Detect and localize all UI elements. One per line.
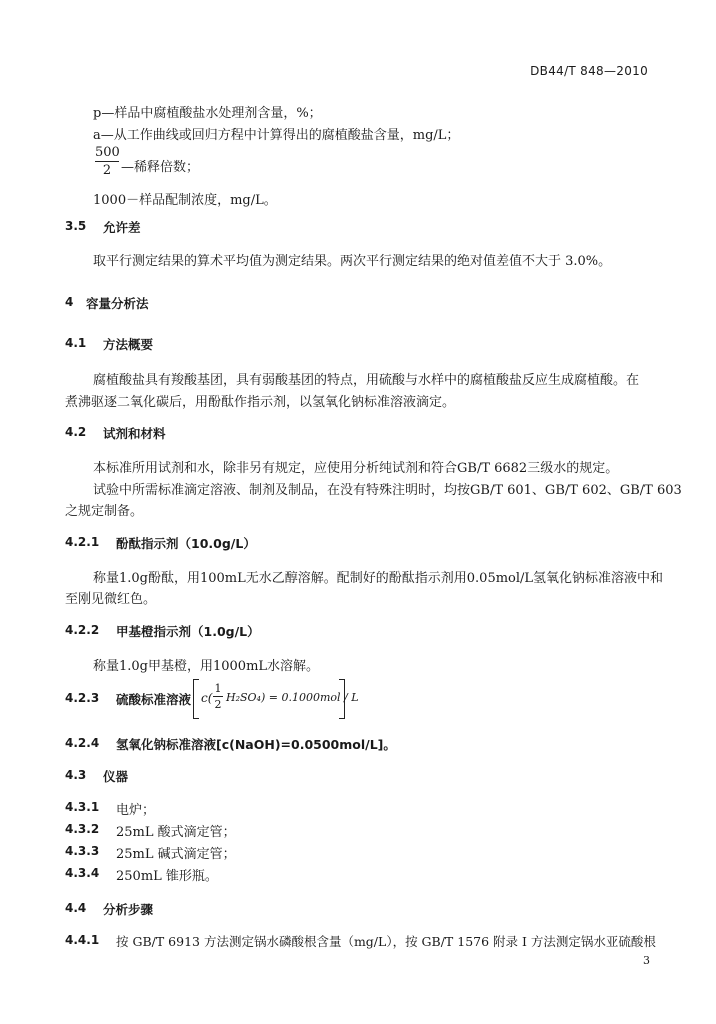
doc-code-header: DB44/T 848—2010: [530, 64, 648, 78]
page-number: 3: [643, 954, 650, 967]
section-4-3-4-number: 4.3.4: [65, 866, 100, 880]
section-4-3-3-number: 4.3.3: [65, 844, 100, 858]
section-4-2-1-line2: 至刚见微红色。: [65, 592, 157, 607]
section-4-2-number: 4.2: [65, 425, 87, 439]
section-4-2-4-number: 4.2.4: [65, 736, 100, 750]
section-4-2-3-title: 硫酸标准溶液: [116, 692, 192, 707]
section-4-2-title: 试剂和材料: [103, 426, 166, 441]
fraction-line: [95, 161, 119, 162]
section-4-4-title: 分析步骤: [103, 902, 154, 917]
section-4-3-1-text: 电炉；: [116, 803, 156, 818]
fraction-numerator: 500: [95, 145, 120, 160]
section-4-2-1-line1: 称量1.0g酚酞，用100mL无水乙醇溶解。配制好的酚酞指示剂用0.05mol/L氢氧化钠标准溶液中和: [93, 571, 664, 586]
section-4-number: 4: [65, 295, 74, 309]
formula-c: c(: [201, 691, 213, 705]
def-p: p—样品中腐植酸盐水处理剂含量，%；: [93, 106, 322, 121]
section-3-5-number: 3.5: [65, 219, 87, 233]
formula-left-bracket: [193, 679, 199, 719]
section-4-2-1-number: 4.2.1: [65, 535, 100, 549]
sulfuric-acid-formula: [193, 679, 359, 717]
section-4-2-2-line1: 称量1.0g甲基橙，用1000mL水溶解。: [93, 659, 320, 674]
def-conc: 1000－样品配制浓度，mg/L。: [93, 193, 277, 208]
def-dilution: —稀释倍数；: [121, 160, 200, 175]
section-4-1-line2: 煮沸驱逐二氧化碳后，用酚酞作指示剂，以氢氧化钠标准溶液滴定。: [65, 395, 456, 410]
section-4-title: 容量分析法: [86, 296, 149, 311]
section-3-5-text: 取平行测定结果的算术平均值为测定结果。两次平行测定结果的绝对值差值不大于 3.0%。: [93, 254, 612, 269]
section-4-3-2-text: 25mL 酸式滴定管；: [116, 825, 236, 840]
section-4-4-1-text: 按 GB/T 6913 方法测定锅水磷酸根含量（mg/L），按 GB/T 1576 附录 I 方法测定锅水亚硫酸根: [116, 934, 656, 949]
section-4-2-1-title: 酚酞指示剂（10.0g/L）: [116, 536, 256, 551]
formula-half-fraction: [213, 682, 223, 711]
section-4-3-title: 仪器: [103, 769, 129, 784]
dilution-fraction: [95, 145, 119, 178]
section-4-3-2-number: 4.3.2: [65, 822, 100, 836]
def-a: a—从工作曲线或回归方程中计算得出的腐植酸盐含量，mg/L；: [93, 128, 460, 143]
section-4-3-3-text: 25mL 碱式滴定管；: [116, 847, 236, 862]
half-denominator: 2: [214, 698, 222, 711]
section-4-3-4-text: 250mL 锥形瓶。: [116, 869, 218, 884]
section-4-2-line1: 本标准所用试剂和水，除非另有规定，应使用分析纯试剂和符合GB/T 6682三级水的规定。: [93, 461, 619, 476]
section-3-5-title: 允许差: [103, 220, 141, 235]
section-4-3-number: 4.3: [65, 768, 87, 782]
fraction-denominator: 2: [102, 163, 112, 178]
section-4-3-1-number: 4.3.1: [65, 800, 100, 814]
section-4-2-4-title: 氢氧化钠标准溶液[c(NaOH)=0.0500mol/L]。: [116, 737, 396, 752]
section-4-1-line1: 腐植酸盐具有羧酸基团，具有弱酸基团的特点，用硫酸与水样中的腐植酸盐反应生成腐植酸。在: [93, 373, 640, 388]
formula-rest: H₂SO₄) = 0.1000mol / L: [226, 691, 359, 704]
section-4-2-2-number: 4.2.2: [65, 623, 100, 637]
section-4-2-line3: 之规定制备。: [65, 504, 144, 519]
section-4-2-3-number: 4.2.3: [65, 691, 100, 705]
half-line: [213, 696, 223, 697]
section-4-2-line2: 试验中所需标准滴定溶液、制剂及制品，在没有特殊注明时，均按GB/T 601、GB/T 602、GB/T 603: [93, 483, 682, 498]
section-4-4-number: 4.4: [65, 901, 87, 915]
section-4-1-title: 方法概要: [103, 337, 154, 352]
section-4-1-number: 4.1: [65, 336, 87, 350]
half-numerator: 1: [214, 682, 222, 695]
section-4-4-1-number: 4.4.1: [65, 933, 100, 947]
section-4-2-2-title: 甲基橙指示剂（1.0g/L）: [116, 624, 260, 639]
